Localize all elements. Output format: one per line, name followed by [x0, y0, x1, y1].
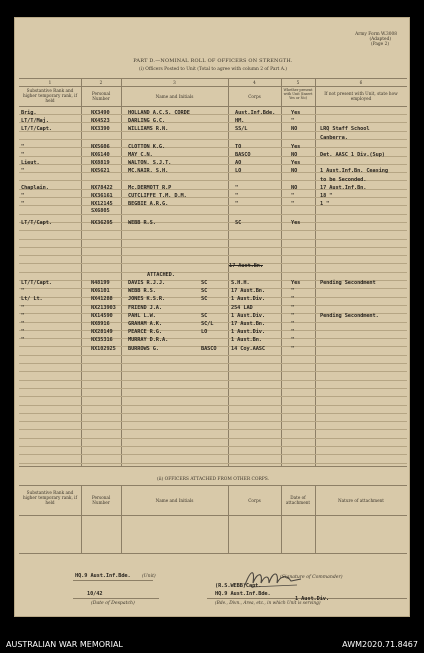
col-number: 4	[253, 80, 256, 85]
attached-rank: "	[21, 329, 25, 336]
form-page: (Page 2)	[370, 42, 389, 47]
row-employment: Canberra.	[320, 135, 348, 141]
attached-personal-number: NX213903	[91, 304, 116, 311]
row-employment: 1 Aust.Inf.Bn. Ceasing	[320, 168, 388, 174]
row-name: HOLLAND A.C.S. CORDE	[128, 110, 190, 116]
attached-present: "	[291, 288, 295, 295]
signer-unit: HQ.9 Aust.Inf.Bde.	[215, 591, 271, 597]
ruled-line	[19, 114, 407, 115]
attached-present: "	[291, 321, 295, 327]
attached-name: BURROWS G.	[128, 345, 159, 352]
attached-unit: 1 Aust.Div.	[231, 329, 265, 336]
row-present: NO	[291, 185, 298, 191]
attached-corps-abbrev: SC	[201, 312, 208, 319]
ruled-line	[19, 438, 407, 439]
ruled-line	[19, 355, 407, 356]
despatch-date: 10/42	[87, 591, 103, 597]
attached-name: DAVIS R.J.J.	[128, 280, 166, 286]
row-name: MC.NAIR. S.H.	[128, 168, 169, 174]
table-rule	[19, 78, 407, 79]
ruled-line	[19, 122, 407, 123]
attached-rank: "	[21, 304, 25, 311]
row-personal-number: SX6805	[91, 208, 110, 214]
attached-unit: 17 Aust.Bn.	[231, 321, 265, 327]
table-rule	[19, 86, 407, 87]
ruled-line	[19, 454, 407, 455]
row-personal-number: NX8819	[91, 160, 110, 166]
attached-unit: 1 Aust.Bn.	[231, 337, 262, 344]
row-rank: Lieut.	[21, 160, 40, 166]
col-number: 5	[296, 80, 300, 85]
row-personal-number: NX6140	[91, 152, 110, 158]
attached-unit: 14 Coy.AASC	[231, 345, 265, 352]
ruled-line	[19, 446, 407, 447]
archive-institution: AUSTRALIAN WAR MEMORIAL	[6, 640, 123, 649]
ruled-line	[19, 297, 407, 298]
attached-unit: 1 Aust.Div.	[231, 312, 265, 319]
row-personal-number: NX3490	[91, 110, 110, 116]
struck-corps: 17 Aust.Bn.	[229, 263, 263, 269]
unit-label: (Unit)	[142, 574, 156, 579]
attached-corps-abbrev: BASCO	[201, 345, 217, 352]
row-employment: 17 Aust.Inf.Bn.	[320, 185, 367, 191]
row-rank: "	[21, 201, 25, 207]
attached-corps-abbrev: SC/L	[201, 321, 214, 327]
col-header-rank: Substantive Rank and higher temporary rank, if held	[22, 88, 78, 103]
col-header-number: Personal Number	[91, 91, 111, 101]
despatch-label: (Date of Despatch)	[91, 601, 135, 606]
ruled-line	[19, 239, 407, 240]
s2-header-number: Personal Number	[91, 495, 111, 505]
attached-personal-number: NX14590	[91, 312, 113, 319]
bde-label: (Bde., Divn., Area, etc., in which Unit is serving)	[215, 601, 321, 606]
col-header-present: Whether present with Unit (Insert Yes or No)	[283, 88, 313, 100]
attached-name: PEARCE R.G.	[128, 329, 162, 336]
ruled-line	[19, 371, 407, 372]
attached-personal-number: NX8916	[91, 321, 110, 327]
ruled-line	[19, 338, 407, 339]
row-present: "	[291, 118, 295, 124]
archive-footer	[0, 636, 424, 653]
attached-rank: Lt/ Lt.	[21, 296, 43, 303]
row-employment: LRQ Staff School	[320, 126, 370, 132]
attached-personal-number: NX6101	[91, 288, 110, 295]
row-rank: Brig.	[21, 110, 37, 116]
row-corps: HM.	[235, 118, 245, 124]
row-present: NO	[291, 168, 298, 174]
col-header-name: Name and Initials	[155, 94, 194, 99]
attached-name: WEBB R.S.	[128, 288, 156, 295]
row-rank: LT/T/Capt.	[21, 220, 52, 226]
attached-personal-number: NX28149	[91, 329, 113, 336]
ruled-line	[19, 272, 407, 273]
col-header-employed: If not present with Unit, state how employed	[324, 91, 398, 101]
ruled-line	[19, 197, 407, 198]
row-corps: AO	[235, 160, 242, 166]
ruled-line	[19, 230, 407, 231]
col-number: 6	[359, 80, 363, 85]
row-name: WALTON. S.J.T.	[128, 160, 172, 166]
row-personal-number: NX78422	[91, 185, 113, 191]
attached-unit: S.H.H.	[231, 280, 250, 286]
row-corps: "	[235, 193, 239, 199]
attached-name: JONES K.S.R.	[128, 296, 166, 303]
row-name: DARLING G.C.	[128, 118, 166, 124]
column-divider	[315, 485, 316, 553]
row-present: NO	[291, 152, 298, 158]
form-number-block	[355, 32, 397, 47]
ruled-line	[19, 222, 407, 223]
attached-rank: "	[21, 312, 25, 319]
table-rule	[19, 485, 407, 486]
row-personal-number: NX4523	[91, 118, 110, 124]
col-number: 2	[99, 80, 103, 85]
attached-unit: 17 Aust.Bn.	[231, 288, 265, 295]
row-corps: SC	[235, 220, 242, 226]
row-present: NO	[291, 126, 298, 132]
row-name: CUTCLIFFE T.M. D.M.	[128, 193, 187, 199]
attached-unit: 1 Aust.Div.	[231, 296, 265, 303]
row-present: Yes	[291, 110, 301, 116]
ruled-line	[19, 396, 407, 397]
col-number: 3	[173, 80, 176, 85]
row-present: Yes	[291, 220, 301, 226]
row-personal-number: NX5606	[91, 144, 110, 150]
date-line	[73, 598, 159, 599]
attached-note: Pending Secondment	[320, 280, 376, 286]
s2-header-nature: Nature of attachment	[338, 498, 384, 503]
table-rule	[19, 466, 407, 467]
attached-rank: "	[21, 288, 25, 295]
attached-corps-abbrev: SC	[201, 288, 208, 295]
attached-present: "	[291, 304, 295, 311]
attached-name: GRAHAM A.K.	[128, 321, 162, 327]
row-rank: LT/T/Maj.	[21, 118, 49, 124]
attached-present: "	[291, 329, 295, 336]
ruled-line	[19, 463, 407, 464]
row-rank: Chaplain.	[21, 185, 49, 191]
attached-rank: "	[21, 337, 25, 344]
table-rule	[19, 553, 407, 554]
ruled-line	[19, 247, 407, 248]
row-personal-number: NX36161	[91, 193, 113, 199]
signature-label: (Signature of Commander)	[280, 575, 343, 580]
attached-corps-abbrev: SC	[201, 280, 208, 286]
ruled-line	[19, 305, 407, 306]
part-title: PART D.—NOMINAL ROLL OF OFFICERS ON STRENGTH.	[133, 58, 293, 64]
ruled-line	[19, 288, 407, 289]
ruled-line	[19, 147, 407, 148]
column-divider	[121, 485, 122, 553]
unit-line	[73, 580, 153, 581]
section2-title: (ii) OFFICERS ATTACHED FROM OTHER CORPS.	[156, 477, 269, 482]
attached-unit: 254 LAD	[231, 304, 253, 311]
attached-name: MURRAY D.R.A.	[128, 337, 169, 344]
row-present: Yes	[291, 144, 301, 150]
ruled-line	[19, 255, 407, 256]
row-rank: "	[21, 144, 25, 150]
part-subtitle: (i) Officers Posted to Unit (Total to agree with column 2 of Part A.)	[139, 67, 287, 72]
col-number: 1	[48, 80, 52, 85]
row-rank: LT/T/Capt.	[21, 126, 52, 132]
row-present: "	[291, 201, 295, 207]
attached-heading: ATTACHED.	[147, 272, 175, 278]
ruled-line	[19, 139, 407, 140]
table-rule	[19, 515, 407, 516]
table-rule	[19, 106, 407, 107]
ruled-line	[19, 205, 407, 206]
attached-present: "	[291, 345, 295, 352]
ruled-line	[19, 164, 407, 165]
attached-present: "	[291, 296, 295, 303]
form-sheet	[14, 17, 410, 617]
row-name: CLOTTON K.G.	[128, 144, 166, 150]
row-name: WILLIAMS R.N.	[128, 126, 169, 132]
column-divider	[228, 485, 229, 553]
row-corps: "	[235, 201, 239, 207]
attached-personal-number: NX35316	[91, 337, 113, 344]
row-name: WEBB R.S.	[128, 220, 156, 226]
attached-rank: LT/T/Capt.	[21, 280, 52, 286]
ruled-line	[19, 405, 407, 406]
row-personal-number: NX12145	[91, 201, 113, 207]
row-corps: "	[235, 185, 239, 191]
s2-header-date: Date of attachment	[285, 495, 311, 505]
row-present: "	[291, 193, 295, 199]
attached-corps-abbrev: LO	[201, 329, 208, 336]
attached-note: Pending Secondment.	[320, 312, 379, 319]
row-name: MAY C.N.	[128, 152, 153, 158]
row-personal-number: NX5621	[91, 168, 110, 174]
signer-name: (R.S.WEBB)Capt.	[215, 583, 262, 589]
col-header-corps: Corps	[248, 94, 261, 99]
attached-present: "	[291, 312, 295, 319]
ruled-line	[19, 214, 407, 215]
row-employment: to be Seconded.	[320, 177, 367, 183]
ruled-line	[19, 388, 407, 389]
attached-present: Yes	[291, 280, 301, 286]
row-employment: 18 "	[320, 193, 333, 199]
row-rank: "	[21, 193, 25, 199]
s2-header-corps: Corps	[248, 498, 261, 503]
attached-present: "	[291, 337, 295, 344]
row-name: BEGBIE A.R.G.	[128, 201, 169, 207]
row-employment: 1 "	[320, 201, 330, 207]
row-rank: "	[21, 152, 25, 158]
s2-header-rank: Substantive Rank and higher temporary rank, if held	[22, 490, 78, 505]
row-corps: LO	[235, 168, 242, 174]
attached-name: FRIEND J.A.	[128, 304, 162, 311]
s2-header-name: Name and Initials	[155, 498, 194, 503]
bde-value: 1 Aust.Div.	[295, 596, 329, 602]
row-corps: BASCO	[235, 152, 251, 158]
form-number: Army Form W.3008	[355, 32, 397, 37]
row-name: Mc.DERMOTT R.P	[128, 185, 172, 191]
row-personal-number: NX3390	[91, 126, 110, 132]
attached-name: PAHL L.W.	[128, 312, 156, 319]
attached-personal-number: NX41288	[91, 296, 113, 303]
attached-personal-number: NX102925	[91, 345, 116, 352]
row-present: Yes	[291, 160, 301, 166]
attached-corps-abbrev: SC	[201, 296, 208, 303]
ruled-line	[19, 330, 407, 331]
row-employment: Det. AASC 1 Div.(Sup)	[320, 152, 385, 158]
row-rank: "	[21, 168, 25, 174]
ruled-line	[19, 363, 407, 364]
row-corps: Aust.Inf.Bde.	[235, 110, 276, 116]
ruled-line	[19, 429, 407, 430]
ruled-line	[19, 413, 407, 414]
ruled-line	[19, 380, 407, 381]
form-adapted: (Adapted)	[369, 37, 391, 42]
row-corps: SS/L	[235, 126, 248, 132]
ruled-line	[19, 421, 407, 422]
attached-personal-number: N48199	[91, 280, 110, 286]
attached-rank: "	[21, 321, 25, 327]
unit-value: HQ.9 Aust.Inf.Bde.	[75, 573, 131, 579]
row-personal-number: NX36295	[91, 220, 113, 226]
column-divider	[81, 485, 82, 553]
row-corps: TO	[235, 144, 242, 150]
ruled-line	[19, 263, 407, 264]
archive-accession: AWM2020.71.8467	[342, 640, 418, 649]
